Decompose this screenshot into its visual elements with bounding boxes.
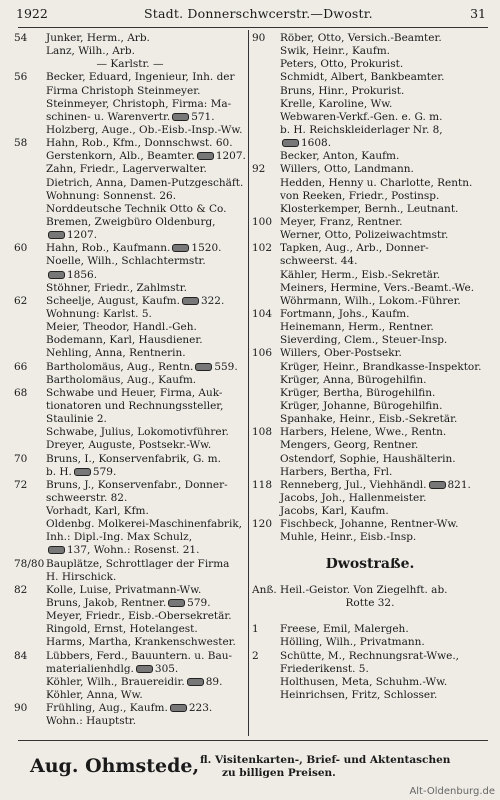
entry-text: Vorhadt, Karl, Kfm. [46, 505, 149, 518]
page-header [16, 6, 486, 24]
directory-entry-line [252, 347, 488, 360]
entry-text: Harbers, Helene, Wwe., Rentn. [280, 426, 447, 439]
phone-number: 305. [154, 662, 179, 675]
house-number: 92 [252, 163, 266, 176]
directory-entry-line [252, 426, 488, 439]
telephone-icon [74, 468, 91, 476]
house-number: 78/80 [14, 557, 45, 570]
entry-text: Fortmann, Johs., Kaufm. [280, 307, 410, 320]
house-number: 68 [14, 386, 28, 399]
phone-number: 1520. [191, 242, 222, 255]
entry-text: Dietrich, Anna, Damen-Putzgeschäft. [46, 176, 244, 189]
entry-text: Junker, Herm., Arb. [46, 32, 150, 44]
directory-entry-line [14, 400, 246, 413]
house-number: 2 [252, 649, 259, 662]
entry-text: Holzberg, Auge., Ob.-Eisb.-Insp.-Ww. [46, 123, 243, 136]
telephone-icon [48, 546, 65, 554]
entry-text: — Karlstr. — [96, 58, 164, 71]
ad-line-2: zu billigen Preisen. [222, 767, 336, 779]
directory-entry-line [14, 597, 246, 610]
entry-text: Zahn, Friedr., Lagerverwalter. [46, 163, 207, 176]
telephone-icon [197, 152, 214, 160]
entry-text: Bruns, I., Konservenfabrik, G. m. [46, 452, 221, 465]
entry-text: Bodemann, Karl, Hausdiener. [46, 334, 203, 347]
entry-text: Lanz, Wilh., Arb. [46, 45, 135, 58]
entry-text: b. H. [46, 465, 72, 478]
phone-number: 579. [92, 465, 117, 478]
directory-entry-line [14, 229, 246, 242]
directory-entry-line [252, 544, 488, 557]
entry-text: Firma Christoph Steinmeyer. [46, 84, 201, 97]
directory-entry-line [14, 137, 246, 150]
entry-text: Webwaren-Verkf.-Gen. e. G. m. [280, 110, 443, 123]
directory-entry-line [14, 163, 246, 176]
entry-text: Köhler, Wilh., Brauereidir. [46, 675, 185, 688]
telephone-icon [282, 139, 299, 147]
house-number: 56 [14, 71, 28, 84]
directory-entry-line [14, 98, 246, 111]
directory-entry-line [252, 334, 488, 347]
house-number: 120 [252, 518, 273, 531]
entry-text: Schütte, M., Rechnungsrat-Wwe., [280, 649, 459, 662]
entry-text: Bartholomäus, Aug., Rentn. [46, 360, 194, 373]
directory-entry-line [252, 71, 488, 84]
directory-entry-line [14, 32, 246, 45]
directory-entry-line [252, 676, 488, 689]
house-number: 82 [14, 583, 28, 596]
directory-entry-line [252, 623, 488, 636]
phone-number: 223. [188, 702, 213, 715]
directory-entry-line [252, 439, 488, 452]
telephone-icon [187, 678, 204, 686]
house-number: 60 [14, 242, 28, 255]
entry-text: Staulinie 2. [46, 413, 107, 426]
directory-entry-line [252, 216, 488, 229]
entry-text: Willers, Ober-Postsekr. [280, 347, 402, 360]
directory-entry-line [14, 676, 246, 689]
directory-entry-line [252, 308, 488, 321]
entry-text: Renneberg, Jul., Viehhändl. [280, 478, 427, 491]
house-number: 72 [14, 478, 28, 491]
directory-entry-line [14, 715, 246, 728]
directory-entry-line [14, 584, 246, 597]
entry-text: Scheelje, August, Kaufm. [46, 294, 180, 307]
entry-text: Meiners, Hermine, Vers.-Beamt.-We. [280, 281, 475, 294]
directory-entry-line [252, 466, 488, 479]
directory-entry-line [252, 689, 488, 702]
house-number: 108 [252, 426, 273, 439]
entry-text: tionatoren und Rechnungssteller, [46, 399, 224, 412]
directory-entry-line [14, 177, 246, 190]
directory-entry-line [14, 439, 246, 452]
directory-entry-line [14, 623, 246, 636]
directory-entry-line [252, 242, 488, 255]
directory-entry-line [252, 571, 488, 584]
directory-entry-line [252, 190, 488, 203]
entry-text: Hahn, Rob., Kfm., Donnschwst. 60. [46, 137, 233, 150]
phone-number: 322. [200, 294, 225, 307]
entry-text: Peters, Otto, Prokurist. [280, 58, 404, 71]
directory-entry-line [252, 610, 488, 623]
house-number: 58 [14, 137, 28, 150]
footer-rule [18, 740, 488, 741]
entry-text: Becker, Eduard, Ingenieur, Inh. der [46, 71, 235, 84]
entry-text: Holthusen, Meta, Schuhm.-Ww. [280, 675, 448, 688]
directory-entry-line [14, 505, 246, 518]
directory-entry-line [252, 650, 488, 663]
house-number: 54 [14, 32, 28, 44]
directory-entry-line [14, 479, 246, 492]
entry-text: Werner, Otto, Polizeiwachtmstr. [280, 229, 449, 242]
phone-number: 821. [447, 478, 471, 491]
directory-entry-line [14, 334, 246, 347]
directory-entry-line [252, 636, 488, 649]
telephone-icon [48, 231, 65, 239]
entry-text: Becker, Anton, Kaufm. [280, 150, 400, 163]
directory-entry-line [14, 492, 246, 505]
directory-entry-line [14, 544, 246, 557]
directory-entry-line [14, 308, 246, 321]
directory-entry-line [252, 663, 488, 676]
entry-text: Mengers, Georg, Rentner. [280, 439, 419, 452]
directory-entry-line [252, 163, 488, 176]
entry-text: Bruns, Jakob, Rentner. [46, 597, 167, 610]
directory-entry-line [14, 531, 246, 544]
telephone-icon [182, 297, 199, 305]
entry-text: Hedden, Henny u. Charlotte, Rentn. [280, 176, 473, 189]
entry-text: Krüger, Anna, Bürogehilfin. [280, 373, 427, 386]
directory-entry-line [14, 85, 246, 98]
phone-number: 1207. [67, 229, 98, 242]
house-number: 70 [14, 452, 28, 465]
entry-text: Kähler, Herm., Eisb.-Sekretär. [280, 268, 441, 281]
entry-text: Schwabe und Heuer, Firma, Auk- [46, 386, 223, 399]
phone-number: 1608. [301, 137, 332, 150]
directory-entry-line [14, 71, 246, 84]
directory-entry-line [252, 531, 488, 544]
entry-text: Swik, Heinr., Kaufm. [280, 45, 390, 58]
house-number: 106 [252, 347, 273, 360]
directory-entry-line [252, 32, 488, 45]
entry-text: Fischbeck, Johanne, Rentner-Ww. [280, 518, 459, 531]
directory-entry-line [252, 269, 488, 282]
directory-entry-line [252, 111, 488, 124]
entry-text: Bauplätze, Schrottlager der Firma [46, 557, 230, 570]
directory-entry-line [252, 387, 488, 400]
telephone-icon [172, 113, 189, 121]
ad-line-1: fl. Visitenkarten-, Brief- und Aktentaschen [200, 754, 451, 766]
directory-entry-line [14, 571, 246, 584]
entry-text: Heinrichsen, Fritz, Schlosser. [280, 689, 438, 702]
directory-entry-line [252, 518, 488, 531]
entry-text: Köhler, Anna, Ww. [46, 689, 143, 702]
directory-entry-line [252, 361, 488, 374]
watermark: Alt-Oldenburg.de [409, 786, 495, 797]
directory-entry-line [14, 518, 246, 531]
entry-text: Sieverding, Clem., Steuer-Insp. [280, 334, 448, 347]
phone-number: 1856. [67, 268, 98, 281]
directory-entry-line [252, 505, 488, 518]
house-number: 102 [252, 242, 273, 255]
entry-text: Bremen, Zweigbüro Oldenburg, [46, 215, 216, 228]
entry-text: Nehling, Anna, Rentnerin. [46, 347, 186, 360]
entry-text: Steinmeyer, Christoph, Firma: Ma- [46, 97, 232, 110]
directory-entry-line [252, 479, 488, 492]
entry-text: Norddeutsche Technik Otto & Co. [46, 202, 227, 215]
house-number: 84 [14, 649, 28, 662]
directory-entry-line [14, 150, 246, 163]
entry-text: Krüger, Johanne, Bürogehilfin. [280, 399, 443, 412]
entry-text: Harms, Martha, Krankenschwester. [46, 636, 236, 649]
entry-text: Inh.: Dipl.-Ing. Max Schulz, [46, 531, 193, 544]
entry-text: Meier, Theodor, Handl.-Geh. [46, 321, 197, 334]
directory-entry-line [252, 98, 488, 111]
entry-text: Meyer, Franz, Rentner. [280, 215, 403, 228]
phone-number: 559. [214, 360, 238, 373]
entry-text: Freese, Emil, Malergeh. [280, 623, 409, 636]
house-number: 118 [252, 478, 273, 491]
entry-text: Oldenbg. Molkerei-Maschinenfabrik, [46, 518, 243, 531]
telephone-icon [136, 665, 153, 673]
entry-text: schinen- u. Warenvertr. [46, 110, 171, 123]
directory-entry-line [14, 111, 246, 124]
directory-entry-line [14, 374, 246, 387]
entry-text: Krelle, Karoline, Ww. [280, 97, 393, 110]
house-number: 90 [14, 702, 28, 715]
directory-entry-line [252, 400, 488, 413]
directory-entry-line [14, 321, 246, 334]
entry-text: von Reeken, Friedr., Postinsp. [280, 189, 440, 202]
ad-company-name: Aug. Ohmstede, [30, 755, 200, 777]
directory-entry-line [14, 387, 246, 400]
directory-entry-line [14, 295, 246, 308]
directory-entry-line [252, 137, 488, 150]
section-heading [252, 558, 488, 571]
entry-text: Noelle, Wilh., Schlachtermstr. [46, 255, 206, 268]
directory-entry-line [14, 242, 246, 255]
directory-entry-line [14, 426, 246, 439]
telephone-icon [48, 271, 65, 279]
entry-text: Schwabe, Julius, Lokomotivführer. [46, 426, 229, 439]
directory-entry-line [252, 85, 488, 98]
directory-entry-line [252, 295, 488, 308]
telephone-icon [168, 599, 185, 607]
phone-number: 1207. [215, 150, 246, 163]
telephone-icon [172, 244, 189, 252]
phone-number: 137, Wohn.: Rosenst. 21. [67, 544, 200, 557]
entry-text: Bruns, Hinr., Prokurist. [280, 84, 405, 97]
phone-number: 89. [205, 675, 223, 688]
section-heading [14, 58, 246, 71]
directory-entry-line [252, 413, 488, 426]
directory-entry-line [14, 124, 246, 137]
entry-text: Wohnung: Karlst. 5. [46, 307, 152, 320]
section-heading [252, 597, 488, 610]
entry-text: Krüger, Bertha, Bürogehilfin. [280, 386, 436, 399]
house-number: 90 [252, 32, 266, 44]
directory-entry-line [14, 689, 246, 702]
directory-entry-line [14, 610, 246, 623]
entry-text: Kolle, Luise, Privatmann-Ww. [46, 583, 202, 596]
directory-entry-line [14, 702, 246, 715]
entry-text: Harbers, Bertha, Frl. [280, 465, 393, 478]
entry-text: Wohnung: Sonnenst. 26. [46, 189, 177, 202]
entry-text: Stöhner, Friedr., Zahlmstr. [46, 281, 187, 294]
entry-text: Schmidt, Albert, Bankbeamter. [280, 71, 445, 84]
directory-entry-line [14, 269, 246, 282]
directory-entry-line [14, 650, 246, 663]
column-divider [248, 30, 249, 736]
directory-entry-line [14, 663, 246, 676]
directory-entry-line [252, 492, 488, 505]
entry-text: Jacobs, Joh., Hallenmeister. [280, 491, 427, 504]
directory-entry-line [252, 255, 488, 268]
left-column [14, 32, 246, 728]
page-number: 31 [470, 6, 486, 21]
directory-entry-line [14, 282, 246, 295]
directory-entry-line [14, 453, 246, 466]
entry-text: Spanhake, Heinr., Eisb.-Sekretär. [280, 413, 458, 426]
directory-entry-line [14, 255, 246, 268]
house-number: 66 [14, 360, 28, 373]
entry-text: materialienhdlg. [46, 662, 134, 675]
directory-entry-line [14, 190, 246, 203]
page-year: 1922 [16, 6, 48, 21]
telephone-icon [195, 363, 212, 371]
entry-text: Friederikenst. 5. [280, 662, 369, 675]
directory-entry-line [14, 558, 246, 571]
directory-entry-line [252, 282, 488, 295]
phone-number: 579. [187, 597, 211, 610]
entry-text: schweerstr. 82. [46, 491, 128, 504]
entry-text: Ostendorf, Sophie, Haushälterin. [280, 452, 456, 465]
entry-text: Wöhrmann, Wilh., Lokom.-Führer. [280, 294, 461, 307]
directory-entry-line [14, 636, 246, 649]
telephone-icon [429, 481, 446, 489]
header-rule [18, 27, 488, 28]
entry-text: Frühling, Aug., Kaufm. [46, 702, 168, 715]
directory-entry-line [14, 466, 246, 479]
house-number: 100 [252, 215, 273, 228]
entry-text: Heinemann, Herm., Rentner. [280, 321, 434, 334]
entry-text: Lübbers, Ferd., Bauuntern. u. Bau- [46, 649, 233, 662]
directory-entry-line [252, 177, 488, 190]
entry-text: Anß. Heil.-Geistor. Von Ziegelhft. ab. [252, 583, 448, 596]
entry-text: Meyer, Friedr., Eisb.-Obersekretär. [46, 610, 232, 623]
entry-text: Jacobs, Karl, Kaufm. [280, 505, 389, 518]
directory-entry-line [14, 216, 246, 229]
phone-number: 571. [191, 110, 215, 123]
entry-text: Röber, Otto, Versich.-Beamter. [280, 32, 442, 44]
entry-text: Willers, Otto, Landmann. [280, 163, 414, 176]
directory-entry-line [14, 347, 246, 360]
directory-entry-line [252, 229, 488, 242]
house-number: 62 [14, 294, 28, 307]
entry-text: Tapken, Aug., Arb., Donner- [280, 242, 429, 255]
entry-text: Muhle, Heinr., Eisb.-Insp. [280, 531, 417, 544]
directory-entry-line [252, 584, 488, 597]
entry-text: Ringold, Ernst, Hotelangest. [46, 623, 198, 636]
directory-entry-line [252, 58, 488, 71]
directory-entry-line [14, 203, 246, 216]
entry-text: Wohn.: Hauptstr. [46, 715, 137, 728]
directory-entry-line [252, 150, 488, 163]
entry-text: schweerst. 44. [280, 255, 358, 268]
directory-entry-line [252, 321, 488, 334]
directory-entry-line [252, 374, 488, 387]
directory-entry-line [252, 453, 488, 466]
entry-text: Klosterkemper, Bernh., Leutnant. [280, 202, 459, 215]
directory-entry-line [252, 203, 488, 216]
entry-text: Gerstenkorn, Alb., Beamter. [46, 150, 195, 163]
directory-entry-line [252, 45, 488, 58]
house-number: 104 [252, 307, 273, 320]
directory-entry-line [14, 45, 246, 58]
directory-entry-line [14, 361, 246, 374]
entry-text: Bruns, J., Konservenfabr., Donner- [46, 478, 228, 491]
entry-text: Dwostraße. [325, 557, 415, 571]
entry-text: b. H. Reichskleiderlager Nr. 8, [280, 123, 443, 136]
entry-text: Dreyer, Auguste, Postsekr.-Ww. [46, 439, 212, 452]
telephone-icon [170, 704, 187, 712]
entry-text: Hölling, Wilh., Privatmann. [280, 636, 425, 649]
right-column [252, 32, 488, 702]
entry-text: Bartholomäus, Aug., Kaufm. [46, 373, 197, 386]
page-title: Stadt. Donnerschwcerstr.—Dwostr. [144, 6, 373, 21]
directory-entry-line [14, 413, 246, 426]
entry-text: Hahn, Rob., Kaufmann. [46, 242, 171, 255]
directory-entry-line [252, 124, 488, 137]
entry-text: Rotte 32. [345, 597, 395, 610]
entry-text: Krüger, Heinr., Brandkasse-Inspektor. [280, 360, 482, 373]
house-number: 1 [252, 623, 259, 636]
entry-text: H. Hirschick. [46, 570, 117, 583]
